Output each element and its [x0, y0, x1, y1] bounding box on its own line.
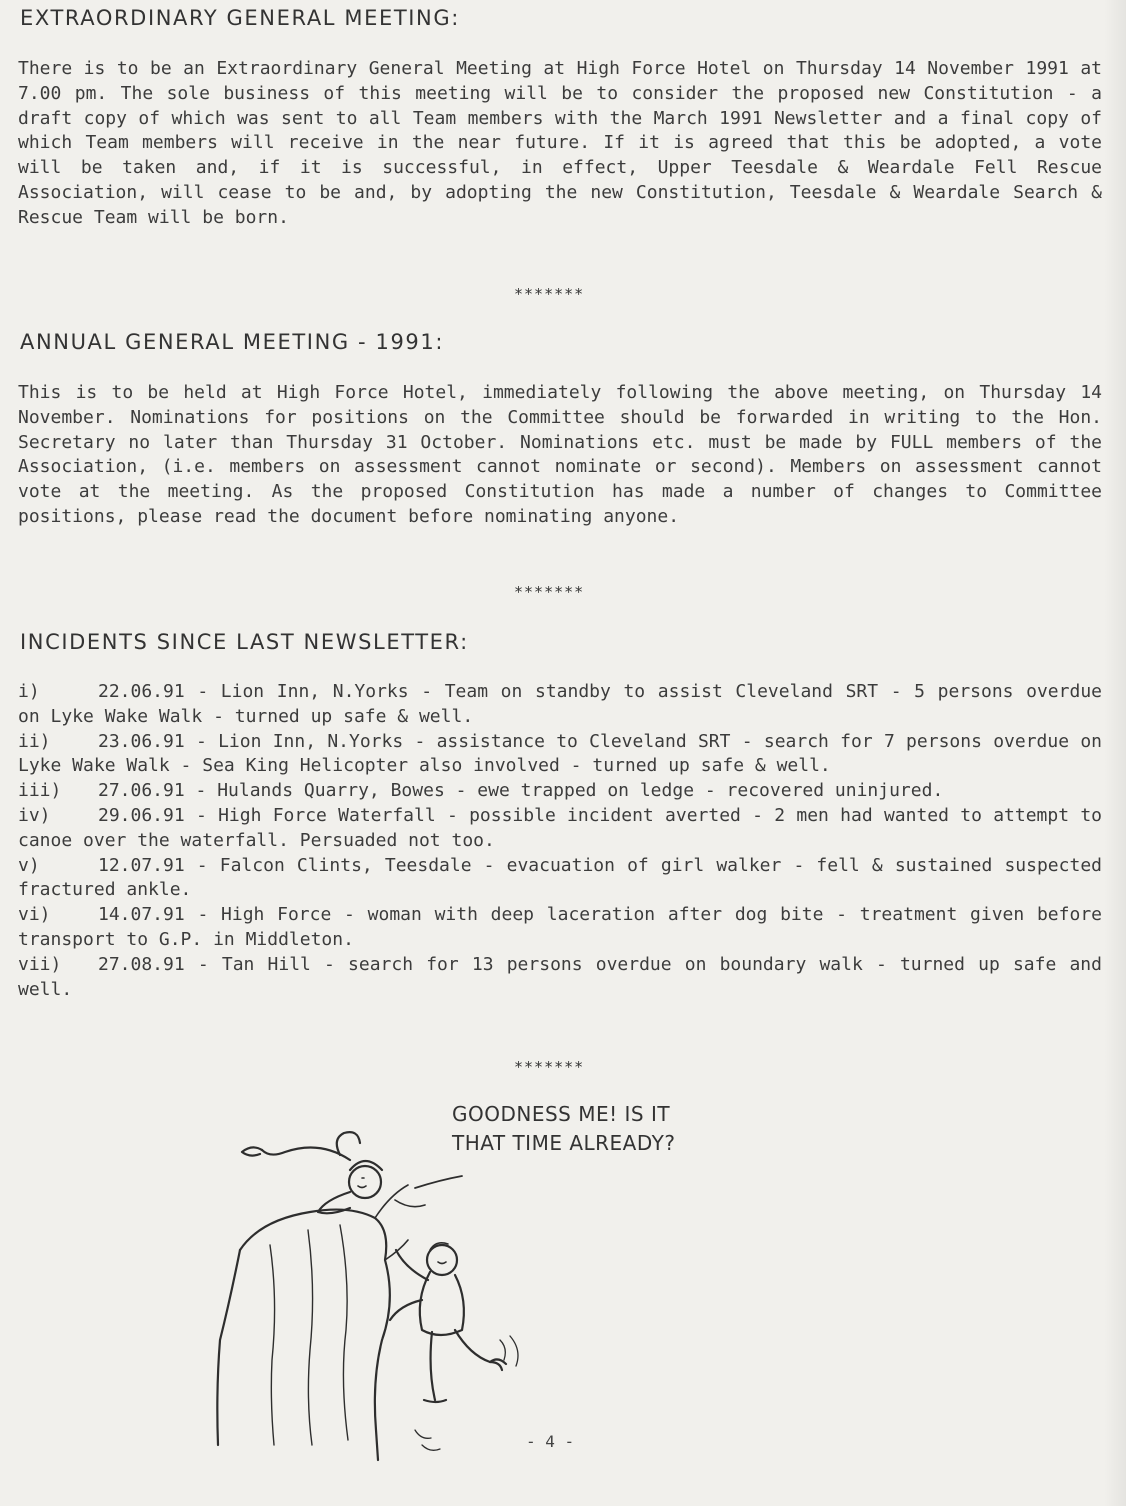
page-edge-shadow — [1104, 0, 1126, 1506]
incident-item: vii) 27.08.91 - Tan Hill - search for 13 persons overdue on boundary walk - turned up safe and well. — [18, 953, 1102, 1000]
cliff-left-edge — [217, 1250, 240, 1445]
cliff-outline — [240, 1210, 390, 1460]
egm-paragraph: There is to be an Extraordinary General Meeting at High Force Hotel on Thursday 14 November 1991 at 7.00 pm. The sole business of this meeting will be to consider the proposed new Constitution - a draft copy of which was sent to all Team members with the March 1991 Newsletter and a final copy of which Team members will receive in the near future. If it is agreed that this be adopted, a vote will be taken and, if it is successful, in effect, Upper Teesdale & Weardale Fell Rescue Association, will cease to be and, by adopting the new Constitution, Teesdale & Weardale Search & Rescue Team will be born. — [18, 58, 1102, 228]
egm-heading: EXTRAORDINARY GENERAL MEETING: — [20, 6, 460, 30]
incidents-heading: INCIDENTS SINCE LAST NEWSLETTER: — [20, 630, 469, 654]
lower-climber-body — [420, 1272, 464, 1335]
speech-tail — [415, 1176, 462, 1188]
speech-bubble-text: GOODNESS ME! IS IT THAT TIME ALREADY? — [452, 1102, 676, 1155]
cliff-cracks — [270, 1225, 348, 1445]
agm-paragraph: This is to be held at High Force Hotel, immediately following the above meeting, on Thursday 14 November. Nominations for positions on the Committee should be forwarded in writing to the Hon. Secretary no later than Thursday 31 October. Nominations etc. must be made by FULL members of the Association, (i.e. members on assessment cannot nominate or second). Members on assessment cannot vote at the meeting. As the proposed Constitution has made a number of changes to Committee positions, please read the document before nominating anyone. — [18, 382, 1102, 527]
incidents-list — [18, 680, 1102, 1002]
incident-item: iii) 27.06.91 - Hulands Quarry, Bowes - ewe trapped on ledge - recovered uninjured. — [18, 780, 944, 802]
page-number: - 4 - — [526, 1432, 575, 1451]
separator-3: ******* — [514, 1058, 585, 1076]
lower-climber-head — [427, 1245, 457, 1275]
top-climber-face — [358, 1178, 366, 1188]
swing-lines — [415, 1430, 440, 1450]
lower-climber-boots — [424, 1359, 506, 1402]
top-climber-hand — [242, 1147, 262, 1155]
agm-heading: ANNUAL GENERAL MEETING - 1991: — [20, 330, 445, 354]
separator-1: ******* — [514, 285, 585, 303]
top-climber-backpack — [337, 1132, 360, 1155]
separator-2: ******* — [514, 583, 585, 601]
top-climber-head — [349, 1166, 381, 1198]
incident-item: i) 22.06.91 - Lion Inn, N.Yorks - Team on standby to assist Cleveland SRT - 5 persons overdue on Lyke Wake Walk - turned up safe & well. — [18, 681, 1102, 727]
incident-item: vi) 14.07.91 - High Force - woman with deep laceration after dog bite - treatment given before transport to G.P. in Middleton. — [18, 904, 1102, 950]
cliff-twigs — [375, 1185, 425, 1260]
incident-item: ii) 23.06.91 - Lion Inn, N.Yorks - assistance to Cleveland SRT - search for 7 persons overdue on Lyke Wake Walk - Sea King Helicopter also involved - turned up safe & well. — [18, 730, 1102, 777]
lower-climber-legs — [431, 1330, 502, 1400]
lower-climber-arms — [390, 1250, 428, 1320]
incident-item: v) 12.07.91 - Falcon Clints, Teesdale - evacuation of girl walker - fell & sustained suspected fractured ankle. — [18, 854, 1102, 901]
cartoon-illustration — [200, 1100, 760, 1500]
incident-item: iv) 29.06.91 - High Force Waterfall - possible incident averted - 2 men had wanted to attempt to canoe over the waterfall. Persuaded not too. — [18, 804, 1102, 851]
